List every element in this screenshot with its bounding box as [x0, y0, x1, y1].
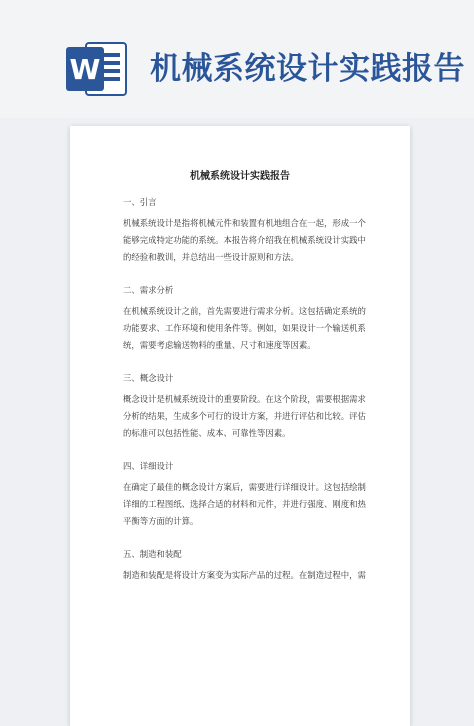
section-heading-detail: 四、详细设计	[123, 461, 174, 471]
word-icon-letter: W	[69, 53, 101, 86]
section-heading-concept: 三、概念设计	[123, 373, 174, 383]
section-paragraph-detail: 在确定了最佳的概念设计方案后，需要进行详细设计。这包括绘制详细的工程图纸、选择合适的材料和元件，并进行强度、刚度和热平衡等方面的计算。	[123, 482, 366, 526]
word-document-icon	[66, 40, 128, 98]
section-paragraph-concept: 概念设计是机械系统设计的重要阶段。在这个阶段，需要根据需求分析的结果，生成多个可行的设计方案，并进行评估和比较。评估的标准可以包括性能、成本、可靠性等因素。	[123, 394, 366, 438]
banner-title: 机械系统设计实践报告	[150, 51, 465, 87]
document-page	[70, 126, 410, 726]
document-title: 机械系统设计实践报告	[190, 171, 290, 182]
document-body	[123, 192, 374, 598]
section-paragraph-requirements: 在机械系统设计之前，首先需要进行需求分析。这包括确定系统的功能要求、工作环境和使用条件等。例如，如果设计一个输送机系统，需要考虑输送物料的重量、尺寸和速度等因素。	[123, 306, 366, 350]
section-paragraph-intro: 机械系统设计是指将机械元件和装置有机地组合在一起，形成一个能够完成特定功能的系统。本报告将介绍我在机械系统设计实践中的经验和教训，并总结出一些设计原则和方法。	[123, 218, 366, 262]
section-heading-requirements: 二、需求分析	[123, 285, 174, 295]
section-paragraph-manufacturing: 制造和装配是将设计方案变为实际产品的过程。在制造过程中，需	[123, 570, 366, 580]
header-banner	[0, 0, 474, 118]
section-heading-intro: 一、引言	[123, 197, 157, 207]
section-heading-manufacturing: 五、制造和装配	[123, 549, 182, 559]
